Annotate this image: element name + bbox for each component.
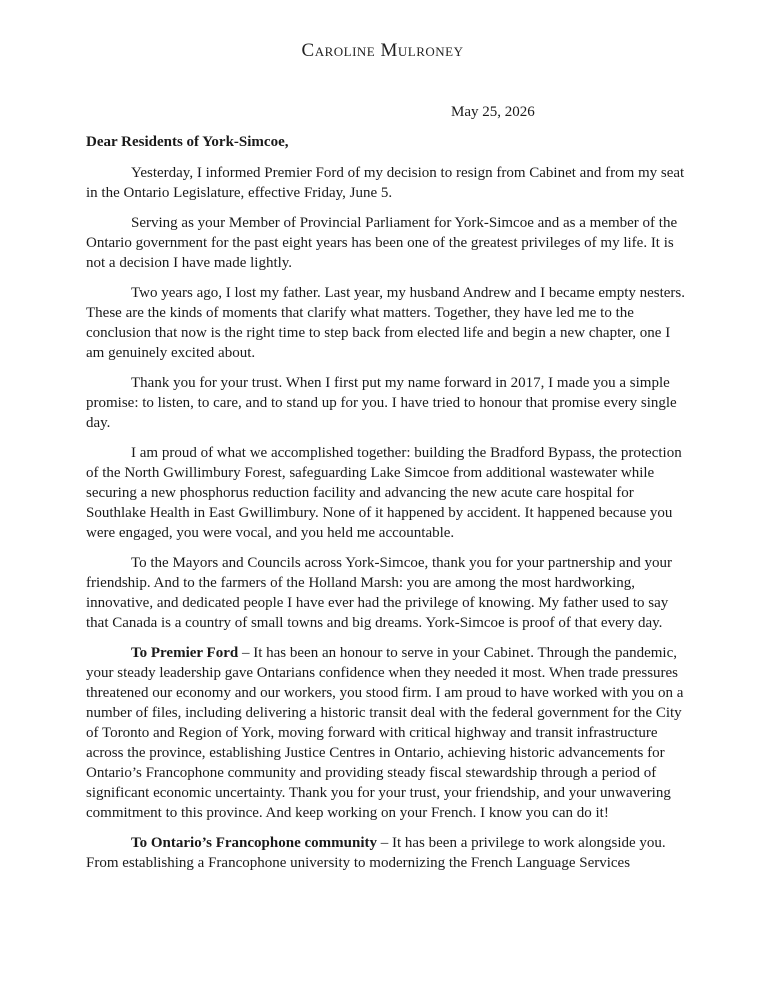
paragraph-text: I am proud of what we accomplished together: building the Bradford Bypass, the protection of the North Gwillimbury Forest, safeguarding Lake Simcoe from additional wastewater while securing a new phosphorus reduction facility and advancing the new acute care hospital for Southlake Health in East Gwillimbury. None of it happened by accident. It happened because you were engaged, you were vocal, and you held me accountable. [86, 445, 682, 541]
paragraph [86, 213, 686, 273]
salutation: Dear Residents of York-Simcoe, [86, 134, 289, 150]
paragraph-text: – It has been a privilege to work alongside you. From establishing a Francophone university to modernizing the French Language Services [86, 835, 666, 871]
paragraph-lead: To Ontario’s Francophone community [131, 835, 377, 851]
letter-body [86, 163, 686, 883]
paragraph [86, 373, 686, 433]
letter-date: May 25, 2026 [451, 104, 535, 120]
paragraph [86, 443, 686, 543]
paragraph-text: Serving as your Member of Provincial Parliament for York-Simcoe and as a member of the Ontario government for the past eight years has been one of the greatest privileges of my life. It is not a decision I have made lightly. [86, 215, 678, 271]
paragraph [86, 163, 686, 203]
letterhead-name: Caroline Mulroney [301, 40, 464, 61]
paragraph-text: To the Mayors and Councils across York-Simcoe, thank you for your partnership and your friendship. And to the farmers of the Holland Marsh: you are among the most hardworking, innovative, and dedicated people I have ever had the privilege of knowing. My father used to say that Canada is a country of small towns and big dreams. York-Simcoe is proof of that every day. [86, 555, 672, 631]
paragraph-francophone-community [86, 833, 686, 873]
paragraph [86, 283, 686, 363]
paragraph-lead: To Premier Ford [131, 645, 239, 661]
paragraph-text: Two years ago, I lost my father. Last year, my husband Andrew and I became empty nesters. These are the kinds of moments that clarify what matters. Together, they have led me to the conclusion that now is the right time to step back from elected life and begin a new chapter, one I am genuinely excited about. [86, 285, 686, 361]
paragraph-premier-ford [86, 643, 686, 823]
paragraph-text: – It has been an honour to serve in your Cabinet. Through the pandemic, your steady leadership gave Ontarians confidence when they needed it most. When trade pressures threatened our economy and our workers, you stood firm. I am proud to have worked with you on a number of files, including delivering a historic transit deal with the federal government for the City of Toronto and Region of York, moving forward with critical highway and transit infrastructure across the province, establishing Justice Centres in Ontario, achieving historic advancements for Ontario’s Francophone community and providing steady fiscal stewardship through a period of significant economic uncertainty. Thank you for your trust, your friendship, and your unwavering commitment to this province. And keep working on your French. I know you can do it! [86, 645, 684, 821]
paragraph-text: Thank you for your trust. When I first put my name forward in 2017, I made you a simple promise: to listen, to care, and to stand up for you. I have tried to honour that promise every single day. [86, 375, 677, 431]
paragraph-text: Yesterday, I informed Premier Ford of my decision to resign from Cabinet and from my seat in the Ontario Legislature, effective Friday, June 5. [86, 165, 685, 201]
paragraph [86, 553, 686, 633]
